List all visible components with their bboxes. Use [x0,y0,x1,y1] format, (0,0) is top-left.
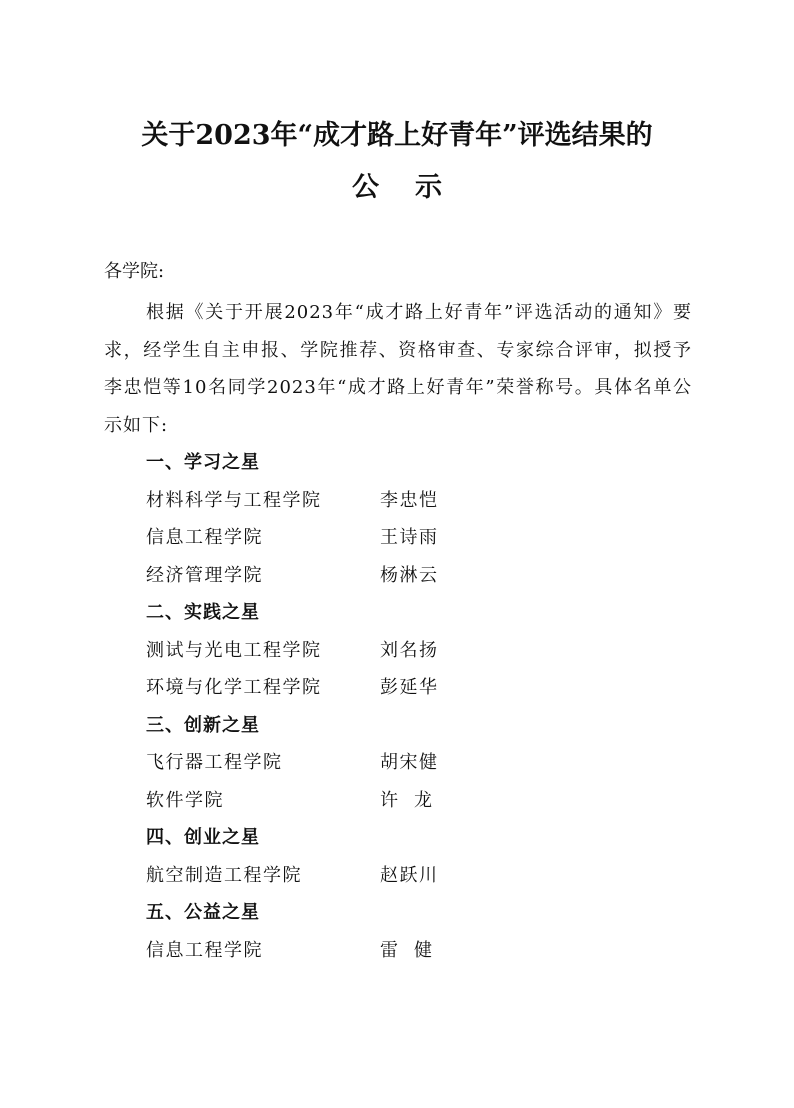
category-heading: 一、学习之星 [146,452,260,473]
college-name: 航空制造工程学院 [146,864,302,886]
student-name: 刘名扬 [380,639,439,661]
college-name: 测试与光电工程学院 [146,639,322,661]
college-name: 信息工程学院 [146,939,263,961]
document-title-notice: 公示 [352,172,478,203]
category-heading: 二、实践之星 [146,602,260,623]
list-item [146,744,666,782]
student-name: 胡宋健 [380,752,439,773]
college-name: 信息工程学院 [146,527,263,548]
college-name: 材料科学与工程学院 [146,489,322,511]
college-name: 飞行器工程学院 [146,752,283,773]
category-heading: 三、创新之星 [146,714,260,736]
category-heading: 四、创业之星 [146,827,260,848]
category-heading: 五、公益之星 [146,902,260,923]
list-item [146,782,666,820]
list-item [146,669,666,707]
document-title: 关于2023年“成才路上好青年”评选结果的 [141,120,653,151]
student-name: 雷 健 [380,939,434,961]
student-name: 许 龙 [380,789,434,811]
list-item [146,557,666,595]
student-name: 赵跃川 [380,864,439,886]
college-name: 软件学院 [146,789,224,811]
list-item [146,932,666,970]
student-name: 杨淋云 [380,564,439,586]
list-item [146,482,666,520]
student-name: 李忠恺 [380,489,439,511]
award-list [146,444,666,969]
list-item [146,857,666,895]
college-name: 环境与化学工程学院 [146,677,322,698]
student-name: 彭延华 [380,677,439,698]
body-paragraph: 根据《关于开展2023年“成才路上好青年”评选活动的通知》要求，经学生自主申报、学院推荐、资格审查、专家综合评审，拟授予李忠恺等10名同学2023年“成才路上好青年”荣誉称号。具体名单公示如下: [104,302,692,436]
salutation: 各学院: [104,261,165,282]
list-item [146,519,666,557]
college-name: 经济管理学院 [146,564,263,586]
list-item [146,632,666,670]
student-name: 王诗雨 [380,527,439,548]
